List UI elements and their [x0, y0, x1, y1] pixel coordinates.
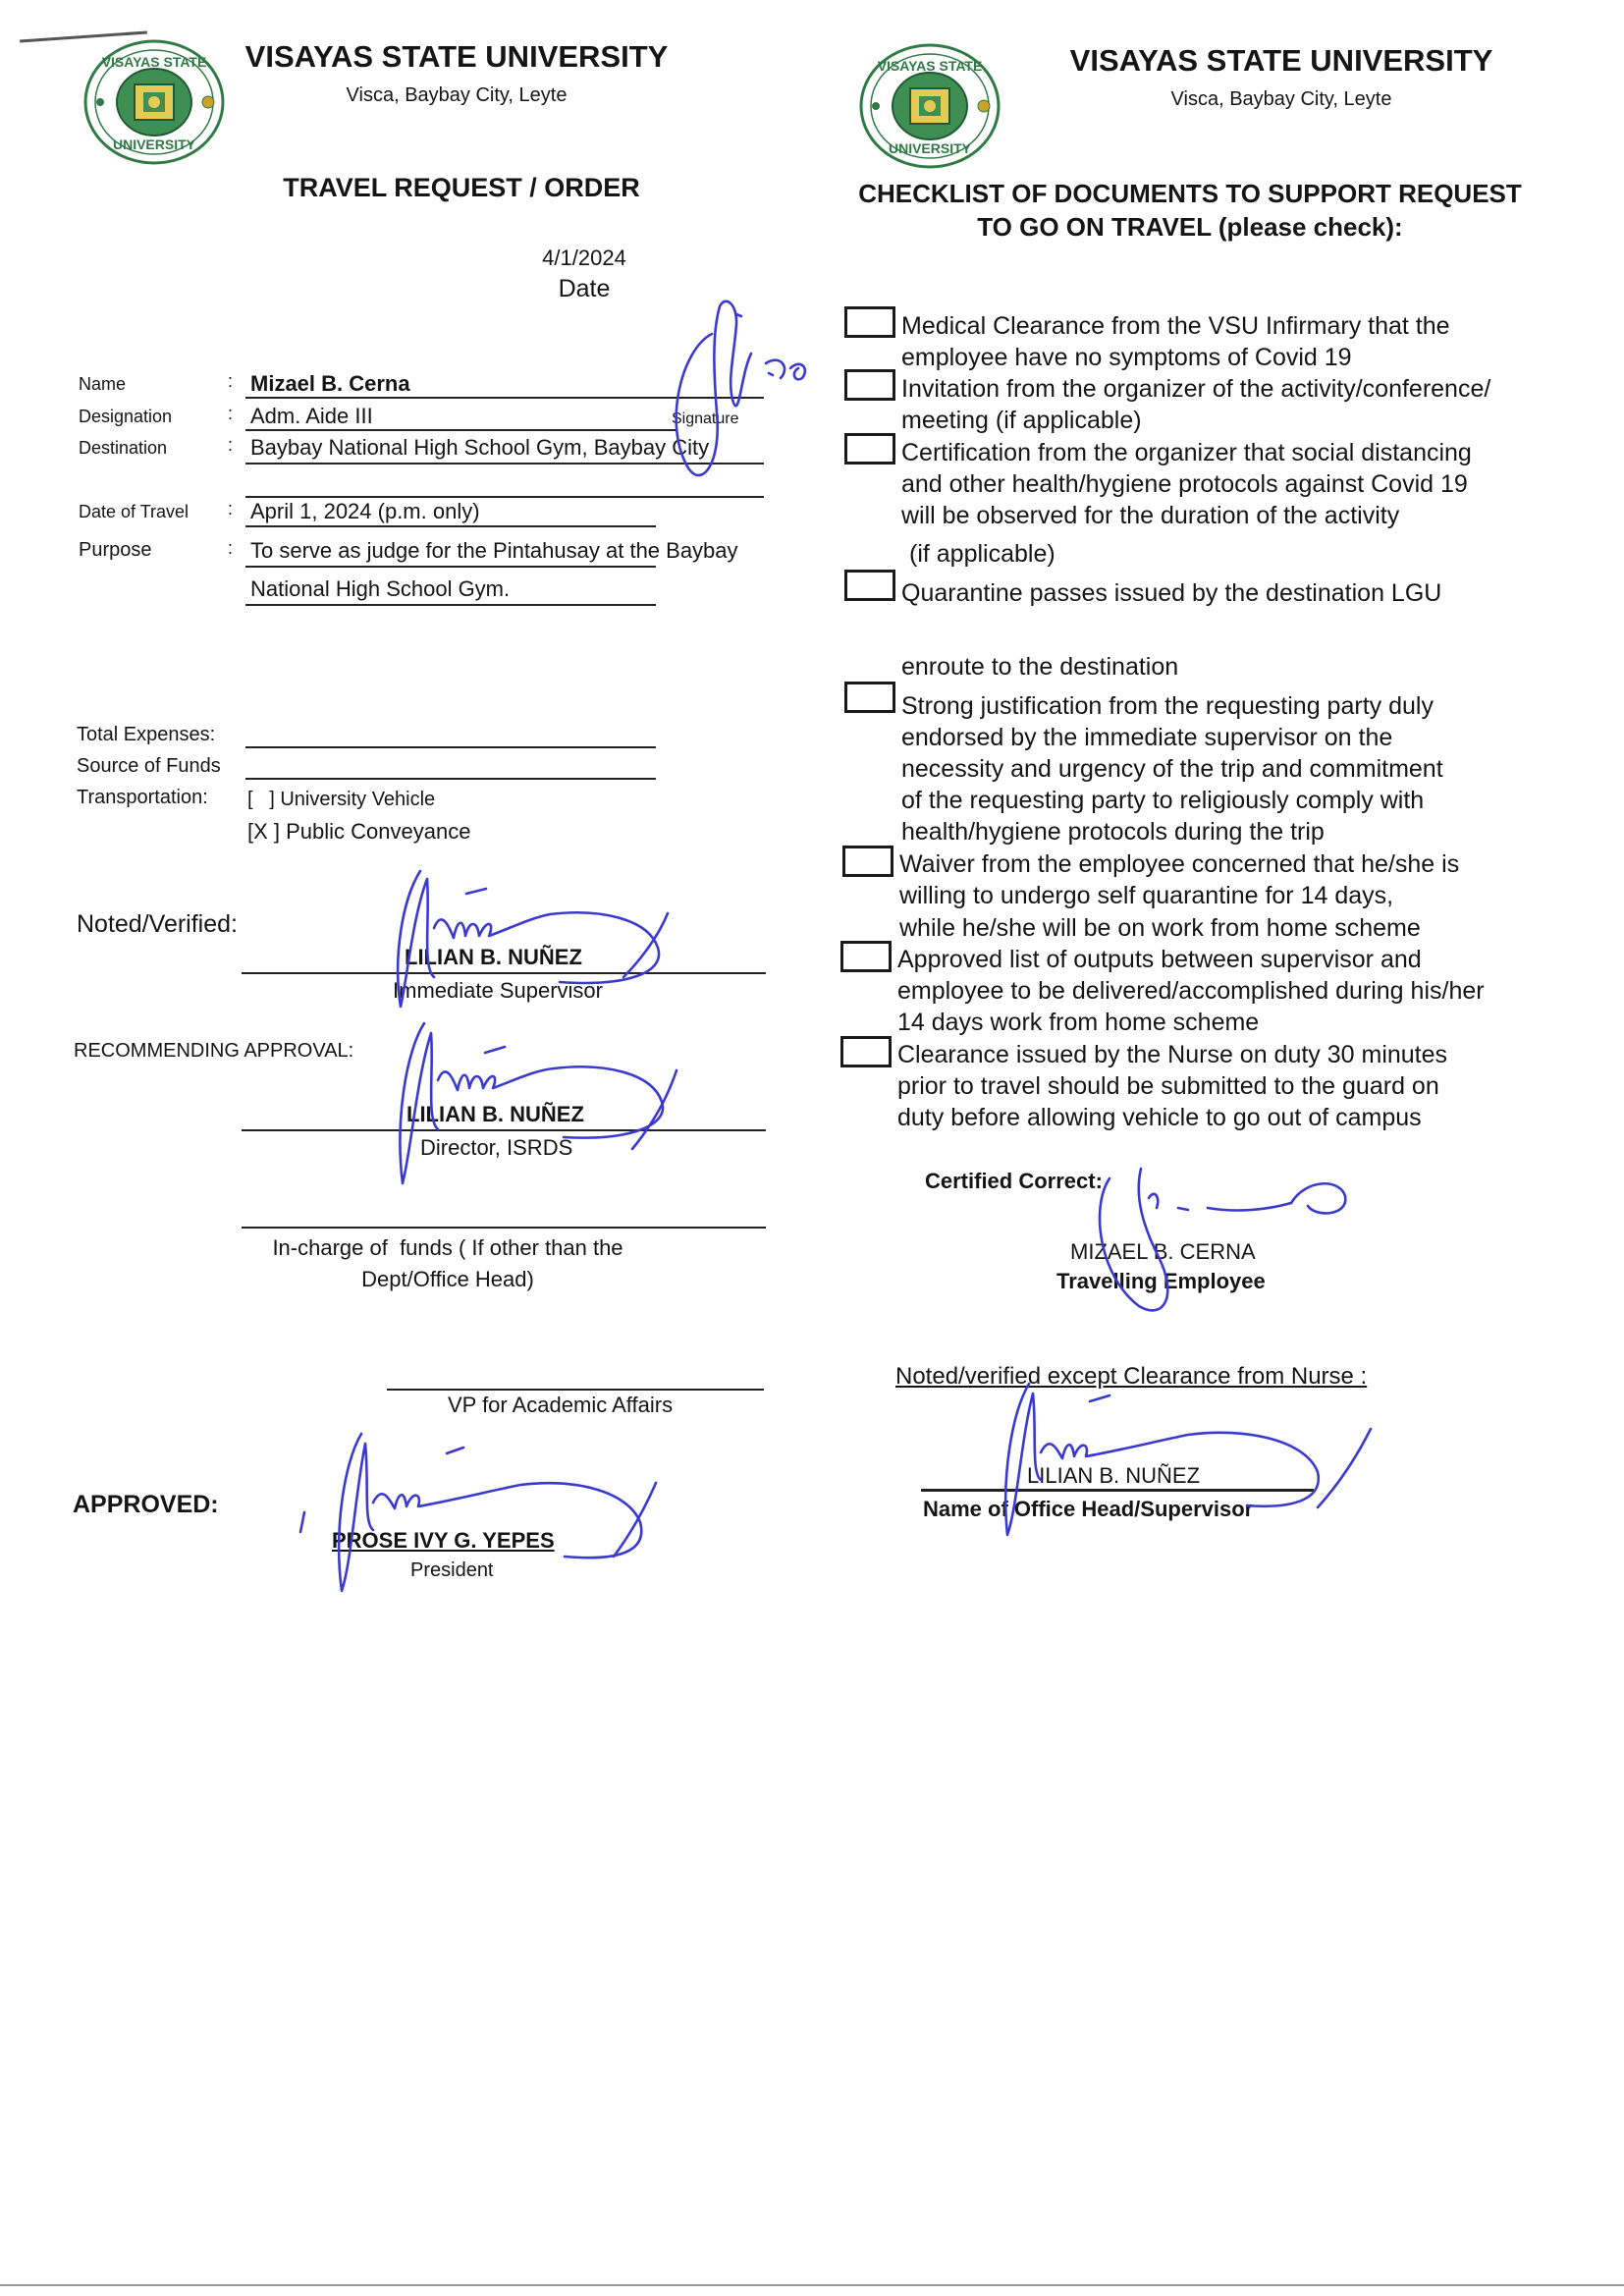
- colon: :: [228, 435, 234, 455]
- transport-option-public-conveyance: [X ] Public Conveyance: [247, 819, 471, 844]
- university-name-left: VISAYAS STATE UNIVERSITY: [244, 39, 669, 74]
- checklist-title-line2: TO GO ON TRAVEL (please check):: [977, 212, 1403, 242]
- supervisor-title: Immediate Supervisor: [393, 978, 603, 1003]
- item4-line1: Quarantine passes issued by the destination LGU: [901, 579, 1442, 607]
- item3-line1: Certification from the organizer that social distancing: [901, 439, 1472, 466]
- item4-line2: enroute to the destination: [901, 653, 1179, 681]
- destination-line: [245, 463, 764, 465]
- destination-value: Baybay National High School Gym, Baybay City: [250, 435, 710, 460]
- item7-line1: Approved list of outputs between supervisor and: [897, 946, 1422, 973]
- president-name: PROSE IVY G. YEPES: [332, 1528, 555, 1553]
- applicant-signature: [643, 295, 820, 506]
- employee-name: MIZAEL B. CERNA: [1070, 1239, 1256, 1264]
- office-head-name: LILIAN B. NUÑEZ: [1027, 1463, 1201, 1488]
- date-of-travel-label: Date of Travel: [79, 502, 189, 521]
- colon: :: [228, 538, 234, 558]
- source-of-funds-line: [245, 778, 656, 780]
- checkbox-invitation[interactable]: [844, 369, 895, 401]
- destination-label: Destination: [79, 438, 168, 458]
- university-address-left: Visca, Baybay City, Leyte: [346, 84, 568, 106]
- svg-text:VISAYAS STATE: VISAYAS STATE: [101, 54, 207, 70]
- employee-title: Travelling Employee: [1056, 1269, 1266, 1293]
- item8-line3: duty before allowing vehicle to go out of campus: [897, 1104, 1422, 1131]
- destination-line-2: [245, 496, 764, 498]
- office-head-signature-line: [921, 1489, 1314, 1492]
- approved-label: APPROVED:: [73, 1491, 219, 1518]
- checkbox-medical-clearance[interactable]: [844, 306, 895, 338]
- university-address-right: Visca, Baybay City, Leyte: [1170, 88, 1392, 110]
- item6-line1: Waiver from the employee concerned that he/she is: [899, 850, 1460, 878]
- total-expenses-label: Total Expenses:: [77, 724, 216, 745]
- item5-line3: necessity and urgency of the trip and commitment: [901, 755, 1443, 783]
- item6-line2: willing to undergo self quarantine for 14 days,: [899, 882, 1394, 909]
- colon: :: [228, 371, 234, 391]
- checkbox-strong-justification[interactable]: [844, 682, 895, 713]
- funds-signature-line: [242, 1227, 766, 1229]
- office-head-title: Name of Office Head/Supervisor: [923, 1497, 1254, 1521]
- vp-label: VP for Academic Affairs: [448, 1393, 674, 1417]
- date-of-travel-value: April 1, 2024 (p.m. only): [250, 499, 480, 523]
- purpose-label: Purpose: [79, 539, 152, 561]
- item3-line2: and other health/hygiene protocols against Covid 19: [901, 470, 1468, 498]
- funds-label-line1: In-charge of funds ( If other than the: [272, 1235, 623, 1260]
- director-signature-line: [242, 1129, 766, 1131]
- designation-line: [245, 429, 677, 431]
- noted-verified-label: Noted/Verified:: [77, 910, 238, 938]
- item5-line4: of the requesting party to religiously comply with: [901, 787, 1425, 814]
- item5-line1: Strong justification from the requesting party duly: [901, 692, 1434, 720]
- colon: :: [228, 404, 234, 423]
- svg-text:UNIVERSITY: UNIVERSITY: [888, 140, 972, 156]
- item3-line4: (if applicable): [909, 540, 1056, 568]
- item7-line3: 14 days work from home scheme: [897, 1009, 1260, 1036]
- designation-value: Adm. Aide III: [250, 404, 373, 428]
- director-title: Director, ISRDS: [420, 1135, 573, 1160]
- form-title: TRAVEL REQUEST / ORDER: [283, 173, 640, 202]
- item5-line2: endorsed by the immediate supervisor on the: [901, 724, 1393, 751]
- university-seal-right: [856, 41, 1003, 171]
- checkbox-waiver[interactable]: [842, 846, 893, 877]
- supervisor-name: LILIAN B. NUÑEZ: [405, 945, 582, 969]
- name-value: Mizael B. Cerna: [250, 371, 410, 396]
- source-of-funds-label: Source of Funds: [77, 755, 221, 777]
- checkbox-certification[interactable]: [844, 433, 895, 465]
- checkbox-quarantine-passes[interactable]: [844, 570, 895, 601]
- page-bottom-edge: [0, 2284, 1624, 2286]
- purpose-line-2: [245, 604, 656, 606]
- date-label: Date: [558, 275, 611, 302]
- name-label: Name: [79, 374, 127, 394]
- noted-except-nurse-label: Noted/verified except Clearance from Nurse :: [895, 1363, 1368, 1390]
- item1-line1: Medical Clearance from the VSU Infirmary that the: [901, 312, 1450, 340]
- svg-text:VISAYAS STATE: VISAYAS STATE: [877, 58, 983, 74]
- total-expenses-line: [245, 746, 656, 748]
- checklist-title-line1: CHECKLIST OF DOCUMENTS TO SUPPORT REQUEST: [858, 179, 1522, 208]
- purpose-value-line2: National High School Gym.: [250, 576, 511, 601]
- director-name: LILIAN B. NUÑEZ: [406, 1102, 584, 1126]
- university-name-right: VISAYAS STATE UNIVERSITY: [1069, 43, 1493, 78]
- item8-line2: prior to travel should be submitted to the guard on: [897, 1072, 1439, 1100]
- president-title: President: [410, 1559, 494, 1581]
- item3-line3: will be observed for the duration of the activity: [901, 502, 1400, 529]
- signature-label: Signature: [672, 410, 739, 427]
- item1-line2: employee have no symptoms of Covid 19: [901, 344, 1352, 371]
- item6-line3: while he/she will be on work from home scheme: [899, 914, 1421, 942]
- name-line: [245, 397, 764, 399]
- item2-line1: Invitation from the organizer of the activity/conference/: [901, 375, 1491, 403]
- transport-option-university-vehicle: [ ] University Vehicle: [247, 789, 436, 810]
- svg-text:UNIVERSITY: UNIVERSITY: [112, 137, 196, 152]
- purpose-line-1: [245, 566, 656, 568]
- date-of-travel-line: [245, 525, 656, 527]
- vp-signature-line: [387, 1389, 764, 1391]
- recommending-approval-label: RECOMMENDING APPROVAL:: [74, 1040, 354, 1062]
- date-value: 4/1/2024: [542, 246, 626, 270]
- certified-correct-label: Certified Correct:: [925, 1169, 1103, 1193]
- funds-label-line2: Dept/Office Head): [361, 1267, 534, 1291]
- purpose-value-line1: To serve as judge for the Pintahusay at the Baybay: [250, 538, 738, 563]
- colon: :: [228, 499, 234, 519]
- university-seal-left: [81, 37, 228, 167]
- designation-label: Designation: [79, 407, 173, 426]
- item8-line1: Clearance issued by the Nurse on duty 30 minutes: [897, 1041, 1448, 1068]
- supervisor-signature-line: [242, 972, 766, 974]
- checkbox-approved-outputs[interactable]: [840, 941, 892, 972]
- item2-line2: meeting (if applicable): [901, 407, 1142, 434]
- transportation-label: Transportation:: [77, 787, 208, 808]
- checkbox-nurse-clearance[interactable]: [840, 1036, 892, 1067]
- item5-line5: health/hygiene protocols during the trip: [901, 818, 1325, 846]
- item7-line2: employee to be delivered/accomplished during his/her: [897, 977, 1485, 1005]
